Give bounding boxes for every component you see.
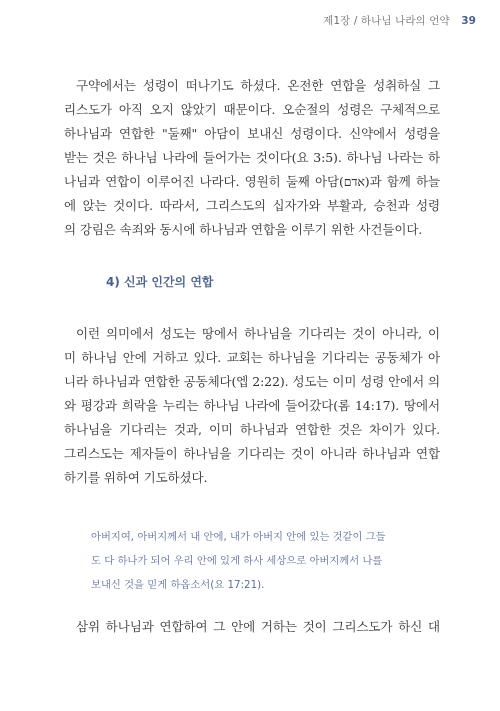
paragraph-line: 하나님과 연합한 "둘째" 아담이 보내신 성령이다. 신약에서 성령을 <box>64 126 440 141</box>
body-paragraph-3 <box>64 615 440 639</box>
page-number: 39 <box>461 15 476 27</box>
paragraph-line: 하기를 위하여 기도하셨다. <box>64 470 208 485</box>
paragraph-line: 와 평강과 희락을 누리는 하나님 나라에 들어갔다(롬 14:17). 땅에서 <box>64 398 440 413</box>
paragraph-line: 구약에서는 성령이 떠나기도 하셨다. 온전한 연합을 성취하실 그 <box>76 78 440 93</box>
paragraph-line: 의 강림은 속죄와 동시에 하나님과 연합을 이루기 위한 사건들이다. <box>64 222 423 237</box>
quote-line: 도 다 하나가 되어 우리 안에 있게 하사 세상으로 아버지께서 나를 <box>91 555 383 567</box>
paragraph-line: 그리스도는 제자들이 하나님을 기다리는 것이 아니라 하나님과 연합 <box>64 446 440 461</box>
quote-line: 아버지여, 아버지께서 내 안에, 내가 아버지 안에 있는 것같이 그들 <box>91 531 386 543</box>
section-heading: 4) 신과 인간의 연합 <box>106 275 214 289</box>
quote-line: 보내신 것을 믿게 하옵소서(요 17:21). <box>91 579 265 591</box>
body-paragraph-2 <box>64 322 440 490</box>
paragraph-line: 니라 하나님과 연합한 공동체다(엡 2:22). 성도는 이미 성령 안에서 의 <box>64 374 440 389</box>
paragraph-line: 하나님을 기다리는 것과, 이미 하나님과 연합한 것은 차이가 있다. <box>64 422 440 437</box>
running-head-chapter: 제1장 / 하나님 나라의 언약 <box>323 15 450 27</box>
paragraph-line: 이런 의미에서 성도는 땅에서 하나님을 기다리는 것이 아니라, 이 <box>76 326 440 341</box>
paragraph-line: 나님과 연합이 이루어진 나라다. 영원히 둘째 아담(אדם)과 함께 하늘 <box>64 174 440 189</box>
body-paragraph-1 <box>64 74 440 242</box>
paragraph-line: 에 앉는 것이다. 따라서, 그리스도의 십자가와 부활과, 승천과 성령 <box>64 198 440 213</box>
running-head <box>323 13 476 28</box>
paragraph-line: 받는 것은 하나님 나라에 들어가는 것이다(요 3:5). 하나님 나라는 하 <box>64 150 440 165</box>
block-quote <box>91 525 427 597</box>
paragraph-line: 리스도가 아직 오지 않았기 때문이다. 오순절의 성령은 구체적으로 <box>64 102 440 117</box>
paragraph-line: 미 하나님 안에 거하고 있다. 교회는 하나님을 기다리는 공동체가 아 <box>64 350 440 365</box>
paragraph-line: 삼위 하나님과 연합하여 그 안에 거하는 것이 그리스도가 하신 대 <box>76 619 440 634</box>
